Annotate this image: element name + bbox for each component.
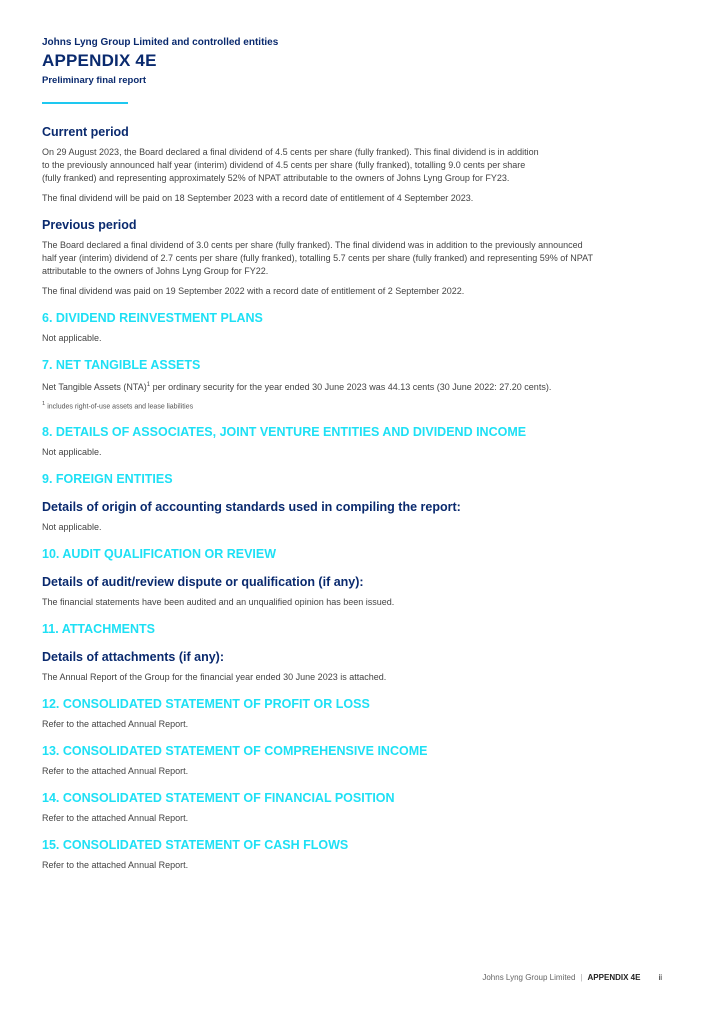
text-line: (fully franked) and representing approximately 52% of NPAT attributable to the owners of Johns Lyng Group for FY23.	[42, 173, 510, 183]
section-10-heading: 10. AUDIT QUALIFICATION OR REVIEW	[42, 547, 277, 562]
text-line: The Board declared a final dividend of 3.0 cents per share (fully franked). The final dividend was in addition to the previously announced	[42, 240, 583, 250]
footnote-ref: 1	[146, 382, 151, 388]
section-13-heading: 13. CONSOLIDATED STATEMENT OF COMPREHENSIVE INCOME	[42, 744, 428, 759]
document-page	[42, 36, 682, 879]
section-9-text: Not applicable.	[42, 522, 102, 533]
section-12-text: Refer to the attached Annual Report.	[42, 719, 189, 730]
section-14-heading: 14. CONSOLIDATED STATEMENT OF FINANCIAL POSITION	[42, 791, 395, 806]
footer-company: Johns Lyng Group Limited	[482, 973, 576, 982]
section-8-text: Not applicable.	[42, 447, 102, 458]
section-15-heading: 15. CONSOLIDATED STATEMENT OF CASH FLOWS	[42, 838, 349, 853]
section-7-text	[42, 379, 682, 394]
section-6-text: Not applicable.	[42, 333, 102, 343]
section-6-heading: 6. DIVIDEND REINVESTMENT PLANS	[42, 311, 263, 325]
section-13-text: Refer to the attached Annual Report.	[42, 766, 189, 777]
accent-divider	[42, 102, 128, 104]
text-line: On 29 August 2023, the Board declared a final dividend of 4.5 cents per share (fully franked). This final dividend is in addition	[42, 147, 539, 157]
footnote-number: 1	[42, 401, 46, 407]
footnote-text: includes right-of-use assets and lease liabilities	[47, 403, 194, 411]
section-11-text: The Annual Report of the Group for the financial year ended 30 June 2023 is attached.	[42, 672, 387, 683]
page-number: ii	[658, 973, 662, 982]
footer-separator: |	[580, 973, 583, 982]
text-line: to the previously announced half year (interim) dividend of 4.5 cents per share (fully franked), totalling 9.0 cents per share	[42, 160, 526, 170]
section-11-subheading: Details of attachments (if any):	[42, 650, 224, 665]
section-12-heading: 12. CONSOLIDATED STATEMENT OF PROFIT OR LOSS	[42, 697, 370, 712]
section-8-heading: 8. DETAILS OF ASSOCIATES, JOINT VENTURE ENTITIES AND DIVIDEND INCOME	[42, 425, 527, 440]
text-line: attributable to the owners of Johns Lyng Group for FY22.	[42, 266, 269, 276]
previous-period-paragraph	[42, 239, 682, 278]
section-7-heading: 7. NET TANGIBLE ASSETS	[42, 358, 201, 372]
section-10-text: The financial statements have been audited and an unqualified opinion has been issued.	[42, 597, 395, 608]
section-10-subheading: Details of audit/review dispute or qualification (if any):	[42, 575, 364, 590]
section-15-text: Refer to the attached Annual Report.	[42, 860, 189, 871]
section-9-heading: 9. FOREIGN ENTITIES	[42, 472, 173, 487]
company-name: Johns Lyng Group Limited and controlled entities	[42, 37, 279, 48]
current-period-paragraph	[42, 146, 682, 185]
footer-appendix: APPENDIX 4E	[587, 973, 641, 982]
nta-text-start: Net Tangible Assets (NTA)	[42, 382, 147, 392]
section-11-heading: 11. ATTACHMENTS	[42, 622, 155, 637]
nta-text-end: per ordinary security for the year ended 30 June 2023 was 44.13 cents (30 June 2022: 27.20 cents).	[150, 382, 552, 392]
footnote	[42, 399, 682, 412]
section-9-subheading: Details of origin of accounting standards used in compiling the report:	[42, 500, 461, 515]
current-period-heading: Current period	[42, 125, 129, 139]
section-14-text: Refer to the attached Annual Report.	[42, 813, 189, 824]
previous-period-payment: The final dividend was paid on 19 September 2022 with a record date of entitlement of 2 September 2022.	[42, 286, 465, 296]
page-title: APPENDIX 4E	[42, 51, 157, 70]
previous-period-heading: Previous period	[42, 218, 137, 232]
page-subtitle: Preliminary final report	[42, 75, 147, 86]
current-period-payment: The final dividend will be paid on 18 September 2023 with a record date of entitlement of 4 September 2023.	[42, 193, 474, 203]
text-line: half year (interim) dividend of 2.7 cents per share (fully franked), totalling 5.7 cents per share (fully franked) and representing 59% of NPAT	[42, 253, 593, 263]
page-footer	[482, 973, 662, 982]
